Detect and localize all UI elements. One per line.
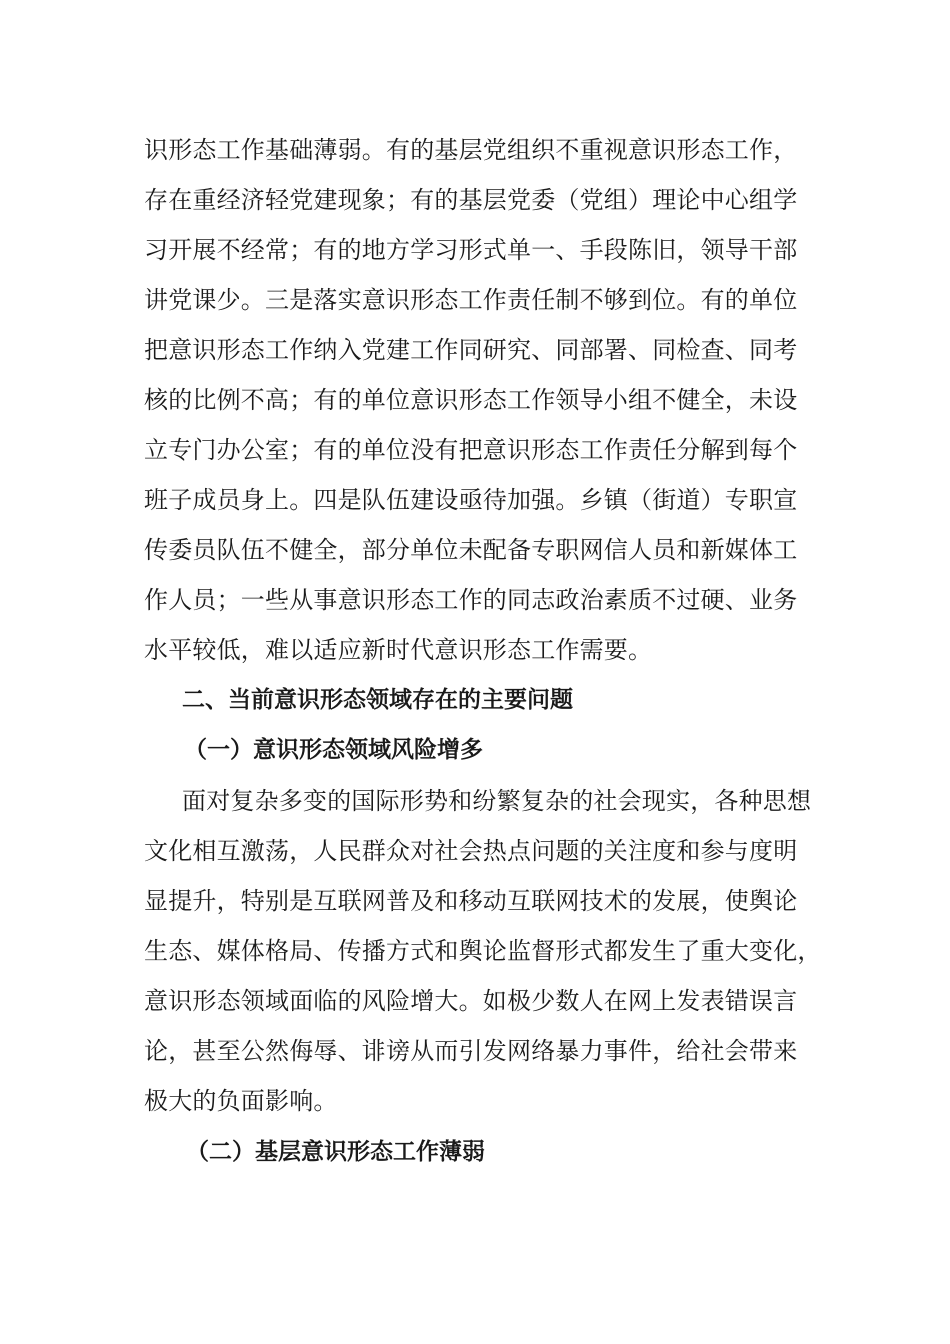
text-line: 核的比例不高；有的单位意识形态工作领导小组不健全，未设 [144,386,798,414]
text-line: 讲党课少。三是落实意识形态工作责任制不够到位。有的单位 [144,286,798,314]
text-line: 存在重经济轻党建现象；有的基层党委（党组）理论中心组学 [144,186,798,214]
text-line: 文化相互激荡，人民群众对社会热点问题的关注度和参与度明 [144,837,798,865]
text-line: 意识形态领域面临的风险增大。如极少数人在网上发表错误言 [144,987,798,1015]
text-line: 立专门办公室；有的单位没有把意识形态工作责任分解到每个 [144,436,798,464]
text-line: 水平较低，难以适应新时代意识形态工作需要。 [144,636,653,664]
section-heading: 二、当前意识形态领域存在的主要问题 [182,687,573,713]
text-line: 生态、媒体格局、传播方式和舆论监督形式都发生了重大变化， [144,937,822,965]
text-line: 面对复杂多变的国际形势和纷繁复杂的社会现实，各种思想 [182,787,812,815]
text-line: 论，甚至公然侮辱、诽谤从而引发网络暴力事件，给社会带来 [144,1037,798,1065]
subsection-heading: （一）意识形态领域风险增多 [184,737,483,763]
text-line: 习开展不经常；有的地方学习形式单一、手段陈旧，领导干部 [144,236,798,264]
text-line: 作人员；一些从事意识形态工作的同志政治素质不过硬、业务 [144,586,798,614]
text-line: 识形态工作基础薄弱。有的基层党组织不重视意识形态工作， [144,136,798,164]
text-line: 传委员队伍不健全，部分单位未配备专职网信人员和新媒体工 [144,536,798,564]
text-line: 显提升，特别是互联网普及和移动互联网技术的发展，使舆论 [144,887,798,915]
subsection-heading: （二）基层意识形态工作薄弱 [186,1139,485,1165]
text-line: 把意识形态工作纳入党建工作同研究、同部署、同检查、同考 [144,336,798,364]
text-line: 班子成员身上。四是队伍建设亟待加强。乡镇（街道）专职宣 [144,486,798,514]
text-line: 极大的负面影响。 [144,1087,338,1115]
